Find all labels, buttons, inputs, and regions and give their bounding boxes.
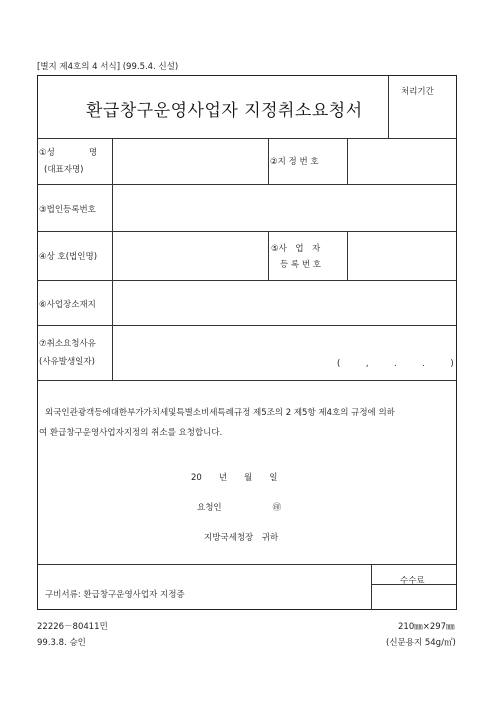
reason-field[interactable]	[112, 325, 455, 378]
trade-name-field[interactable]	[112, 231, 267, 279]
fee-label: 수수료	[400, 576, 425, 586]
paper-size: 210㎜×297㎜	[398, 622, 455, 632]
biz-reg-no-field[interactable]	[347, 231, 455, 279]
date-line: 20 년 월 일	[191, 473, 278, 483]
col-divider	[388, 76, 389, 138]
form-number: 22226－80411민	[37, 622, 108, 632]
trade-name-label: ④상 호(법인명)	[39, 252, 98, 262]
body-text-line2: 여 환급창구운영사업자지정의 취소를 요청합니다.	[39, 428, 223, 438]
reason-label: ⑦취소요청사유	[39, 339, 96, 349]
date-placeholder: ( , . . )	[337, 359, 454, 369]
biz-reg-no-label-2: 등 록 번 호	[280, 260, 321, 270]
paper-type: (신문용지 54g/㎡)	[386, 638, 456, 648]
name-label: ①성 명	[39, 148, 98, 158]
corp-reg-no-field[interactable]	[112, 184, 455, 230]
designation-no-field[interactable]	[347, 138, 455, 183]
biz-reg-no-label: ⑤사 업 자	[271, 244, 321, 254]
approval-date: 99.3.8. 승인	[37, 638, 86, 648]
col-divider	[268, 138, 269, 184]
corp-reg-no-label: ③법인등록번호	[39, 205, 96, 215]
reason-sub-label: (사유발생일자)	[39, 357, 95, 367]
requester-line: 요청인 ㊞	[197, 503, 282, 513]
address-label: ⑥사업장소재지	[39, 300, 96, 310]
row-divider	[38, 564, 456, 565]
col-divider	[268, 231, 269, 280]
form-title: 환급창구운영사업자 지정취소요청서	[86, 101, 363, 121]
address-field[interactable]	[112, 280, 455, 324]
name-sub-label: (대표자명)	[44, 165, 84, 175]
attachments-label: 구비서류: 환급창구운영사업자 지정증	[45, 590, 185, 600]
recipient-line: 지방국세청장 귀하	[204, 533, 279, 543]
processing-period-label: 처리기간	[401, 87, 434, 97]
designation-no-label: ②지 정 번 호	[270, 157, 319, 167]
form-header-note: [별지 제4호의 4 서식] (99.5.4. 신설)	[37, 62, 179, 72]
col-divider	[371, 564, 372, 610]
row-divider	[38, 380, 456, 381]
body-text-line1: 외국인관광객등에대한부가가치세및특별소비세특례규정 제5조의 2 제5항 제4호의 규정에 의하	[45, 408, 395, 418]
name-field[interactable]	[112, 138, 267, 183]
